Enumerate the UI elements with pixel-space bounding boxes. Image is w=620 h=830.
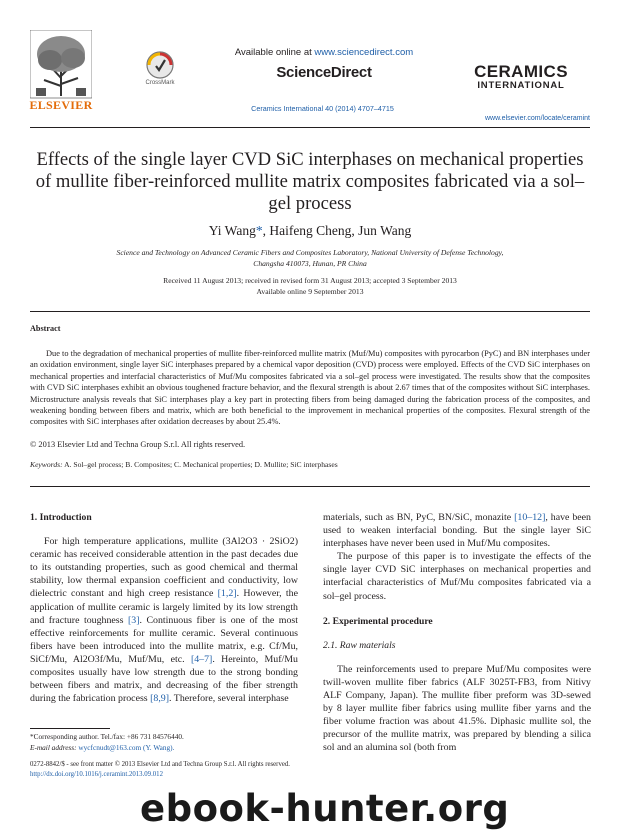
intro-text-4: . Hereinto, Muf/Mu composites usually have low strength due to the strong bonding between fibers and matrix, and decreasing of the fiber strength during the fabrication process (30, 653, 298, 705)
intro-text-2: . However, the application of mullite ceramic is largely limited by its low strength and fracture toughness (30, 588, 298, 626)
section-2-1-heading: 2.1. Raw materials (323, 639, 396, 651)
keywords (30, 460, 590, 469)
header-divider (30, 127, 590, 128)
intro-text-1: For high temperature applications, mullite (3Al2O3 · 2SiO2) ceramic has received considerable attention in the past decades due to its outstanding properties, such as good chemical and thermal stability, low thermal expansion coefficient and conductivity, low dielectric constant and high creep resistance (30, 536, 298, 600)
email-label: E-mail address: (30, 743, 79, 752)
intro-text-3: . Continuous fiber is one of the most effective reinforcements for mullite ceramic. Several continuous fibers have been introduced into the mullite matrix, e.g. Cf/Mu, SiCf/Mu, Al2O3f/Mu, Muf/Mu, etc. (30, 614, 298, 665)
journal-reference[interactable]: Ceramics International 40 (2014) 4707–4715 (251, 104, 394, 113)
section-2-heading: 2. Experimental procedure (323, 615, 433, 627)
corresponding-author-note: *Corresponding author. Tel./fax: +86 731 84576440. (30, 732, 184, 741)
section-1-heading: 1. Introduction (30, 512, 92, 523)
sciencedirect-link[interactable]: www.sciencedirect.com (314, 47, 414, 58)
abstract-divider-top (30, 311, 590, 312)
left-column (30, 511, 298, 705)
purpose-paragraph: The purpose of this paper is to investigate the effects of the single layer CVD SiC interphases on mechanical properties and interfacial characteristics of Muf/Mu composites fabricated via a sol–gel process. (323, 551, 591, 602)
intro-paragraph (30, 535, 298, 705)
author-1[interactable]: Yi Wang (208, 223, 256, 238)
article-title: Effects of the single layer CVD SiC interphases on mechanical properties of mullite fiber-reinforced mullite matrix composites fabricated via a sol–gel process (35, 149, 585, 214)
journal-logo-line2: INTERNATIONAL (477, 80, 565, 91)
elsevier-tree-logo (30, 30, 92, 108)
journal-logo-line1: CERAMICS (474, 62, 568, 81)
raw-materials-paragraph: The reinforcements used to prepare Muf/Mu composites were twill-woven mullite fiber fabrics (ALF 3025T-FB3, from Nitivy ALF Company, Japan). The mullite fiber preform was 3D-sewed by 8 layer mullite fiber fabrics using mullite fiber yarns and the fiber volume fraction was about 41.5%. Diphasic mullite sol, the precursor of the mullite matrix, was prepared by blending a silica sol and an alumina sol (both from (323, 663, 591, 754)
publisher-name: ELSEVIER (29, 98, 93, 112)
available-online (215, 47, 433, 58)
article-dates (30, 275, 590, 297)
intro-continued (323, 511, 591, 550)
intro-text-5: . Therefore, several interphase (169, 693, 289, 705)
author-email-link[interactable]: wycfcnudt@163.com (Y. Wang). (78, 743, 175, 752)
journal-url-link[interactable]: www.elsevier.com/locate/ceramint (484, 115, 590, 122)
doi-link[interactable]: http://dx.doi.org/10.1016/j.ceramint.2013.09.012 (30, 770, 163, 778)
watermark: ebook-hunter.org (140, 787, 510, 830)
author-list (30, 223, 590, 239)
affiliation-line-1: Science and Technology on Advanced Ceramic Fibers and Composites Laboratory, National University of Defense Technology, (116, 248, 504, 257)
citation-3[interactable]: [3] (127, 614, 140, 626)
right-text-1: materials, such as BN, PyC, BN/SiC, monazite (323, 512, 515, 523)
corresponding-author-mark[interactable]: * (255, 223, 263, 238)
copyright-line: © 2013 Elsevier Ltd and Techna Group S.r.l. All rights reserved. (30, 440, 246, 449)
issn-line: 0272-8842/$ - see front matter © 2013 Elsevier Ltd and Techna Group S.r.l. All rights reserved. (30, 761, 290, 768)
available-date: Available online 9 September 2013 (256, 287, 364, 296)
other-authors: , Haifeng Cheng, Jun Wang (262, 223, 412, 238)
bottom-matter (30, 760, 460, 779)
abstract-text: Due to the degradation of mechanical properties of mullite fiber-reinforced mullite matrix (Muf/Mu) composites with pyrocarbon (PyC) and BN interphases under an oxidation environment, single layer SiC interphases prepared by a chemical vapor deposition (CVD) process were employed. Effects of the CVD SiC interphases on mechanical properties and interfacial characteristics of Muf/Mu composites fabricated via a sol–gel process were investigated. The results show that the composites with CVD SiC interphases exhibit an obvious toughened fracture behavior, and the flexural strength is about 2.67 times that of the composites without SiC interphases. Microstructure analysis reveals that SiC interphases play a key part in protecting fibers from being damaged during the fabrication process of the composites, and weakening bonding between fibers and matrix, which are both beneficial to the improvement in mechanical properties of the composites. Flexural strength of the composites with SiC interphases after oxidation decreases by about 25.4%. (30, 349, 590, 427)
footnote (30, 731, 310, 753)
right-column (323, 511, 591, 755)
received-dates: Received 11 August 2013; received in revised form 31 August 2013; accepted 3 September 2013 (163, 276, 457, 285)
sciencedirect-logo: ScienceDirect (276, 64, 372, 81)
abstract-heading: Abstract (30, 324, 61, 333)
keywords-list: A. Sol–gel process; B. Composites; C. Mechanical properties; D. Mullite; SiC interphases (62, 460, 338, 469)
citation-8-9[interactable]: [8,9] (150, 693, 170, 705)
affiliation (30, 247, 590, 269)
citation-4-7[interactable]: [4–7] (190, 653, 213, 665)
citation-1-2[interactable]: [1,2] (217, 588, 237, 600)
affiliation-line-2: Changsha 410073, Hunan, PR China (253, 259, 367, 268)
abstract-divider-bottom (30, 486, 590, 487)
citation-10-12[interactable]: [10–12] (514, 512, 546, 523)
footnote-divider (30, 728, 110, 729)
available-prefix: Available online at (234, 47, 315, 58)
crossmark-label: CrossMark (145, 80, 175, 86)
right-text-2: , have been used to weaken interfacial bonding. But the single layer SiC interphases have never been used in Muf/Mu composites. (323, 512, 591, 550)
keywords-label: Keywords: (30, 460, 63, 469)
